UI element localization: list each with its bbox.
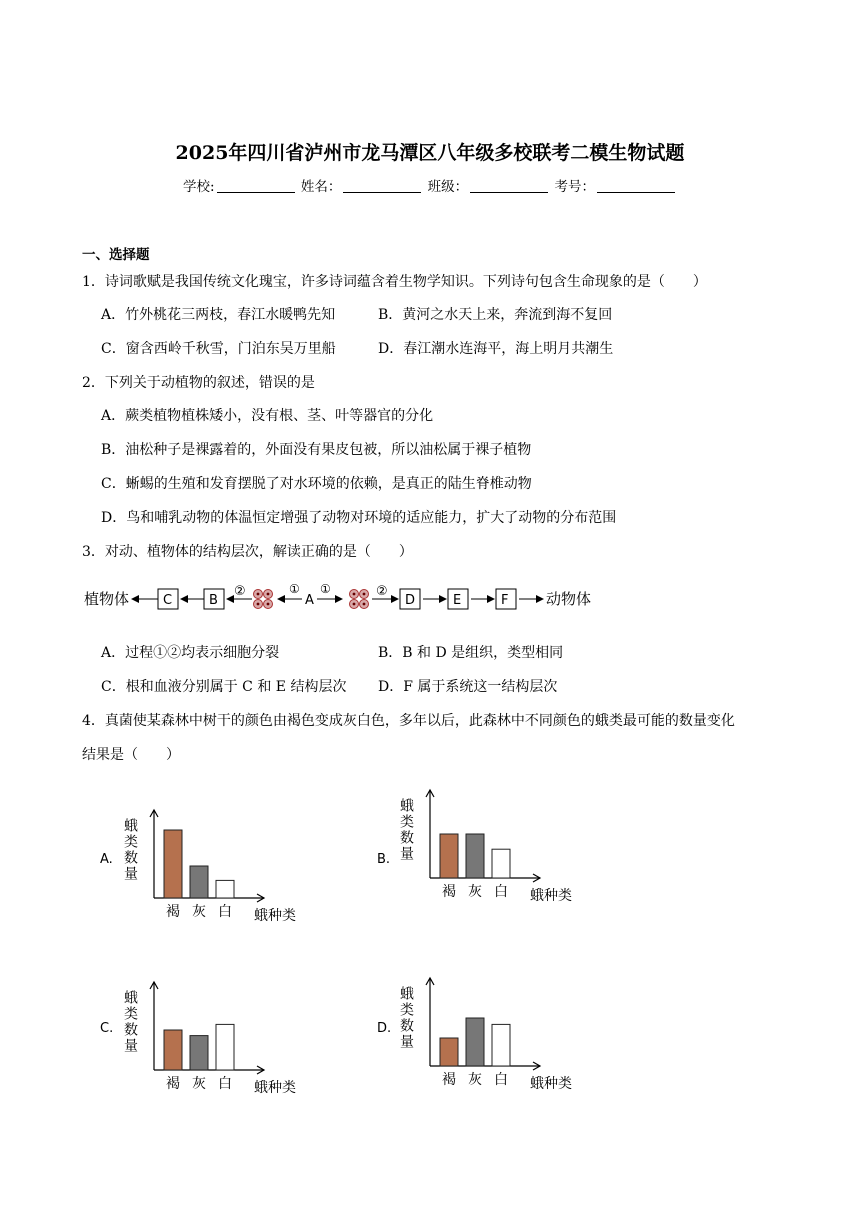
- page-title: 2025年四川省泸州市龙马潭区八年级多校联考二模生物试题: [175, 142, 685, 164]
- question-1-option-c[interactable]: C．窗含西岭千秋雪，门泊东吴万里船: [101, 341, 336, 357]
- y-axis-label: 蛾类数量: [122, 818, 138, 882]
- question-1-option-d[interactable]: D．春江潮水连海平，海上明月共潮生: [378, 341, 614, 357]
- question-3-stem: 3．对动、植物体的结构层次，解读正确的是（ ）: [82, 544, 413, 560]
- cell-a-label: A: [305, 593, 314, 608]
- category-label: 白: [218, 1076, 232, 1092]
- x-axis-label: 蛾种类: [530, 888, 572, 904]
- bar-gray: [466, 834, 484, 878]
- category-label: 灰: [192, 1076, 206, 1092]
- box-c-label: C: [163, 593, 173, 608]
- chart-option-a[interactable]: [100, 810, 296, 924]
- category-label: 灰: [468, 884, 482, 900]
- question-3-option-c[interactable]: C．根和血液分别属于 C 和 E 结构层次: [101, 679, 347, 695]
- chart-option-label: A.: [100, 852, 113, 867]
- section-heading: 一、选择题: [82, 247, 150, 263]
- category-label: 灰: [468, 1072, 482, 1088]
- mark-2-left: ②: [234, 584, 246, 599]
- question-1-option-b[interactable]: B．黄河之水天上来，奔流到海不复回: [378, 307, 613, 323]
- x-axis-label: 蛾种类: [254, 1080, 296, 1096]
- question-1-stem: 1．诗词歌赋是我国传统文化瑰宝，许多诗词蕴含着生物学知识。下列诗句包含生命现象的是（ ）: [82, 274, 707, 290]
- bar-white: [492, 1024, 510, 1066]
- bar-brown: [164, 1030, 182, 1070]
- question-2-option-d[interactable]: D．鸟和哺乳动物的体温恒定增强了动物对环境的适应能力，扩大了动物的分布范围: [101, 510, 617, 526]
- chart-option-d[interactable]: [377, 978, 572, 1092]
- bar-gray: [466, 1018, 484, 1066]
- question-4-stem-line1: 4．真菌使某森林中树干的颜色由褐色变成灰白色，多年以后，此森林中不同颜色的蛾类最可能的数量变化: [82, 713, 735, 729]
- category-label: 褐: [442, 1072, 456, 1088]
- chart-option-label: D.: [377, 1021, 392, 1036]
- question-3-option-a[interactable]: A．过程①②均表示细胞分裂: [101, 645, 280, 661]
- category-label: 褐: [166, 1076, 180, 1092]
- category-label: 白: [494, 1072, 508, 1088]
- chart-option-label: B.: [377, 852, 391, 867]
- y-axis-label: 蛾类数量: [122, 990, 138, 1054]
- chart-option-c[interactable]: [100, 982, 296, 1096]
- y-axis-label: 蛾类数量: [398, 798, 414, 862]
- question-3-option-b[interactable]: B．B 和 D 是组织，类型相同: [378, 645, 564, 661]
- class-label: 班级：: [427, 179, 469, 195]
- bar-white: [216, 1024, 234, 1070]
- name-label: 姓名：: [300, 179, 342, 195]
- box-e-label: E: [453, 593, 462, 608]
- mark-1-right: ①: [320, 582, 331, 596]
- school-label: 学校:: [183, 179, 215, 195]
- bar-brown: [440, 1038, 458, 1066]
- mark-2-right: ②: [376, 584, 388, 599]
- bar-gray: [190, 1036, 208, 1070]
- question-2-option-c[interactable]: C．蜥蜴的生殖和发育摆脱了对水环境的依赖，是真正的陆生脊椎动物: [101, 476, 532, 492]
- category-label: 褐: [442, 884, 456, 900]
- bar-brown: [440, 834, 458, 878]
- bar-gray: [190, 866, 208, 898]
- category-label: 褐: [166, 904, 180, 920]
- bar-white: [492, 849, 510, 878]
- box-f-label: F: [501, 593, 509, 608]
- exam-number-label: 考号：: [554, 179, 595, 195]
- question-2-stem: 2．下列关于动植物的叙述，错误的是: [82, 375, 315, 391]
- question-2-option-b[interactable]: B．油松种子是裸露着的，外面没有果皮包被，所以油松属于裸子植物: [101, 442, 532, 458]
- bar-brown: [164, 830, 182, 898]
- box-d-label: D: [405, 593, 416, 608]
- chart-option-b[interactable]: [377, 790, 572, 904]
- question-2-option-a[interactable]: A．蕨类植物植株矮小，没有根、茎、叶等器官的分化: [101, 408, 434, 424]
- x-axis-label: 蛾种类: [254, 908, 296, 924]
- question-1-option-a[interactable]: A．竹外桃花三两枝，春江水暖鸭先知: [101, 307, 336, 323]
- bar-white: [216, 880, 234, 898]
- plant-body-label: 植物体: [84, 590, 130, 608]
- animal-body-label: 动物体: [546, 590, 592, 608]
- x-axis-label: 蛾种类: [530, 1076, 572, 1092]
- box-b-label: B: [209, 593, 218, 608]
- category-label: 白: [494, 884, 508, 900]
- category-label: 灰: [192, 904, 206, 920]
- question-4-stem-line2: 结果是（ ）: [82, 747, 180, 763]
- chart-option-label: C.: [100, 1021, 114, 1036]
- question-3-option-d[interactable]: D．F 属于系统这一结构层次: [378, 679, 558, 695]
- mark-1-left: ①: [289, 582, 300, 596]
- category-label: 白: [218, 904, 232, 920]
- y-axis-label: 蛾类数量: [398, 986, 414, 1050]
